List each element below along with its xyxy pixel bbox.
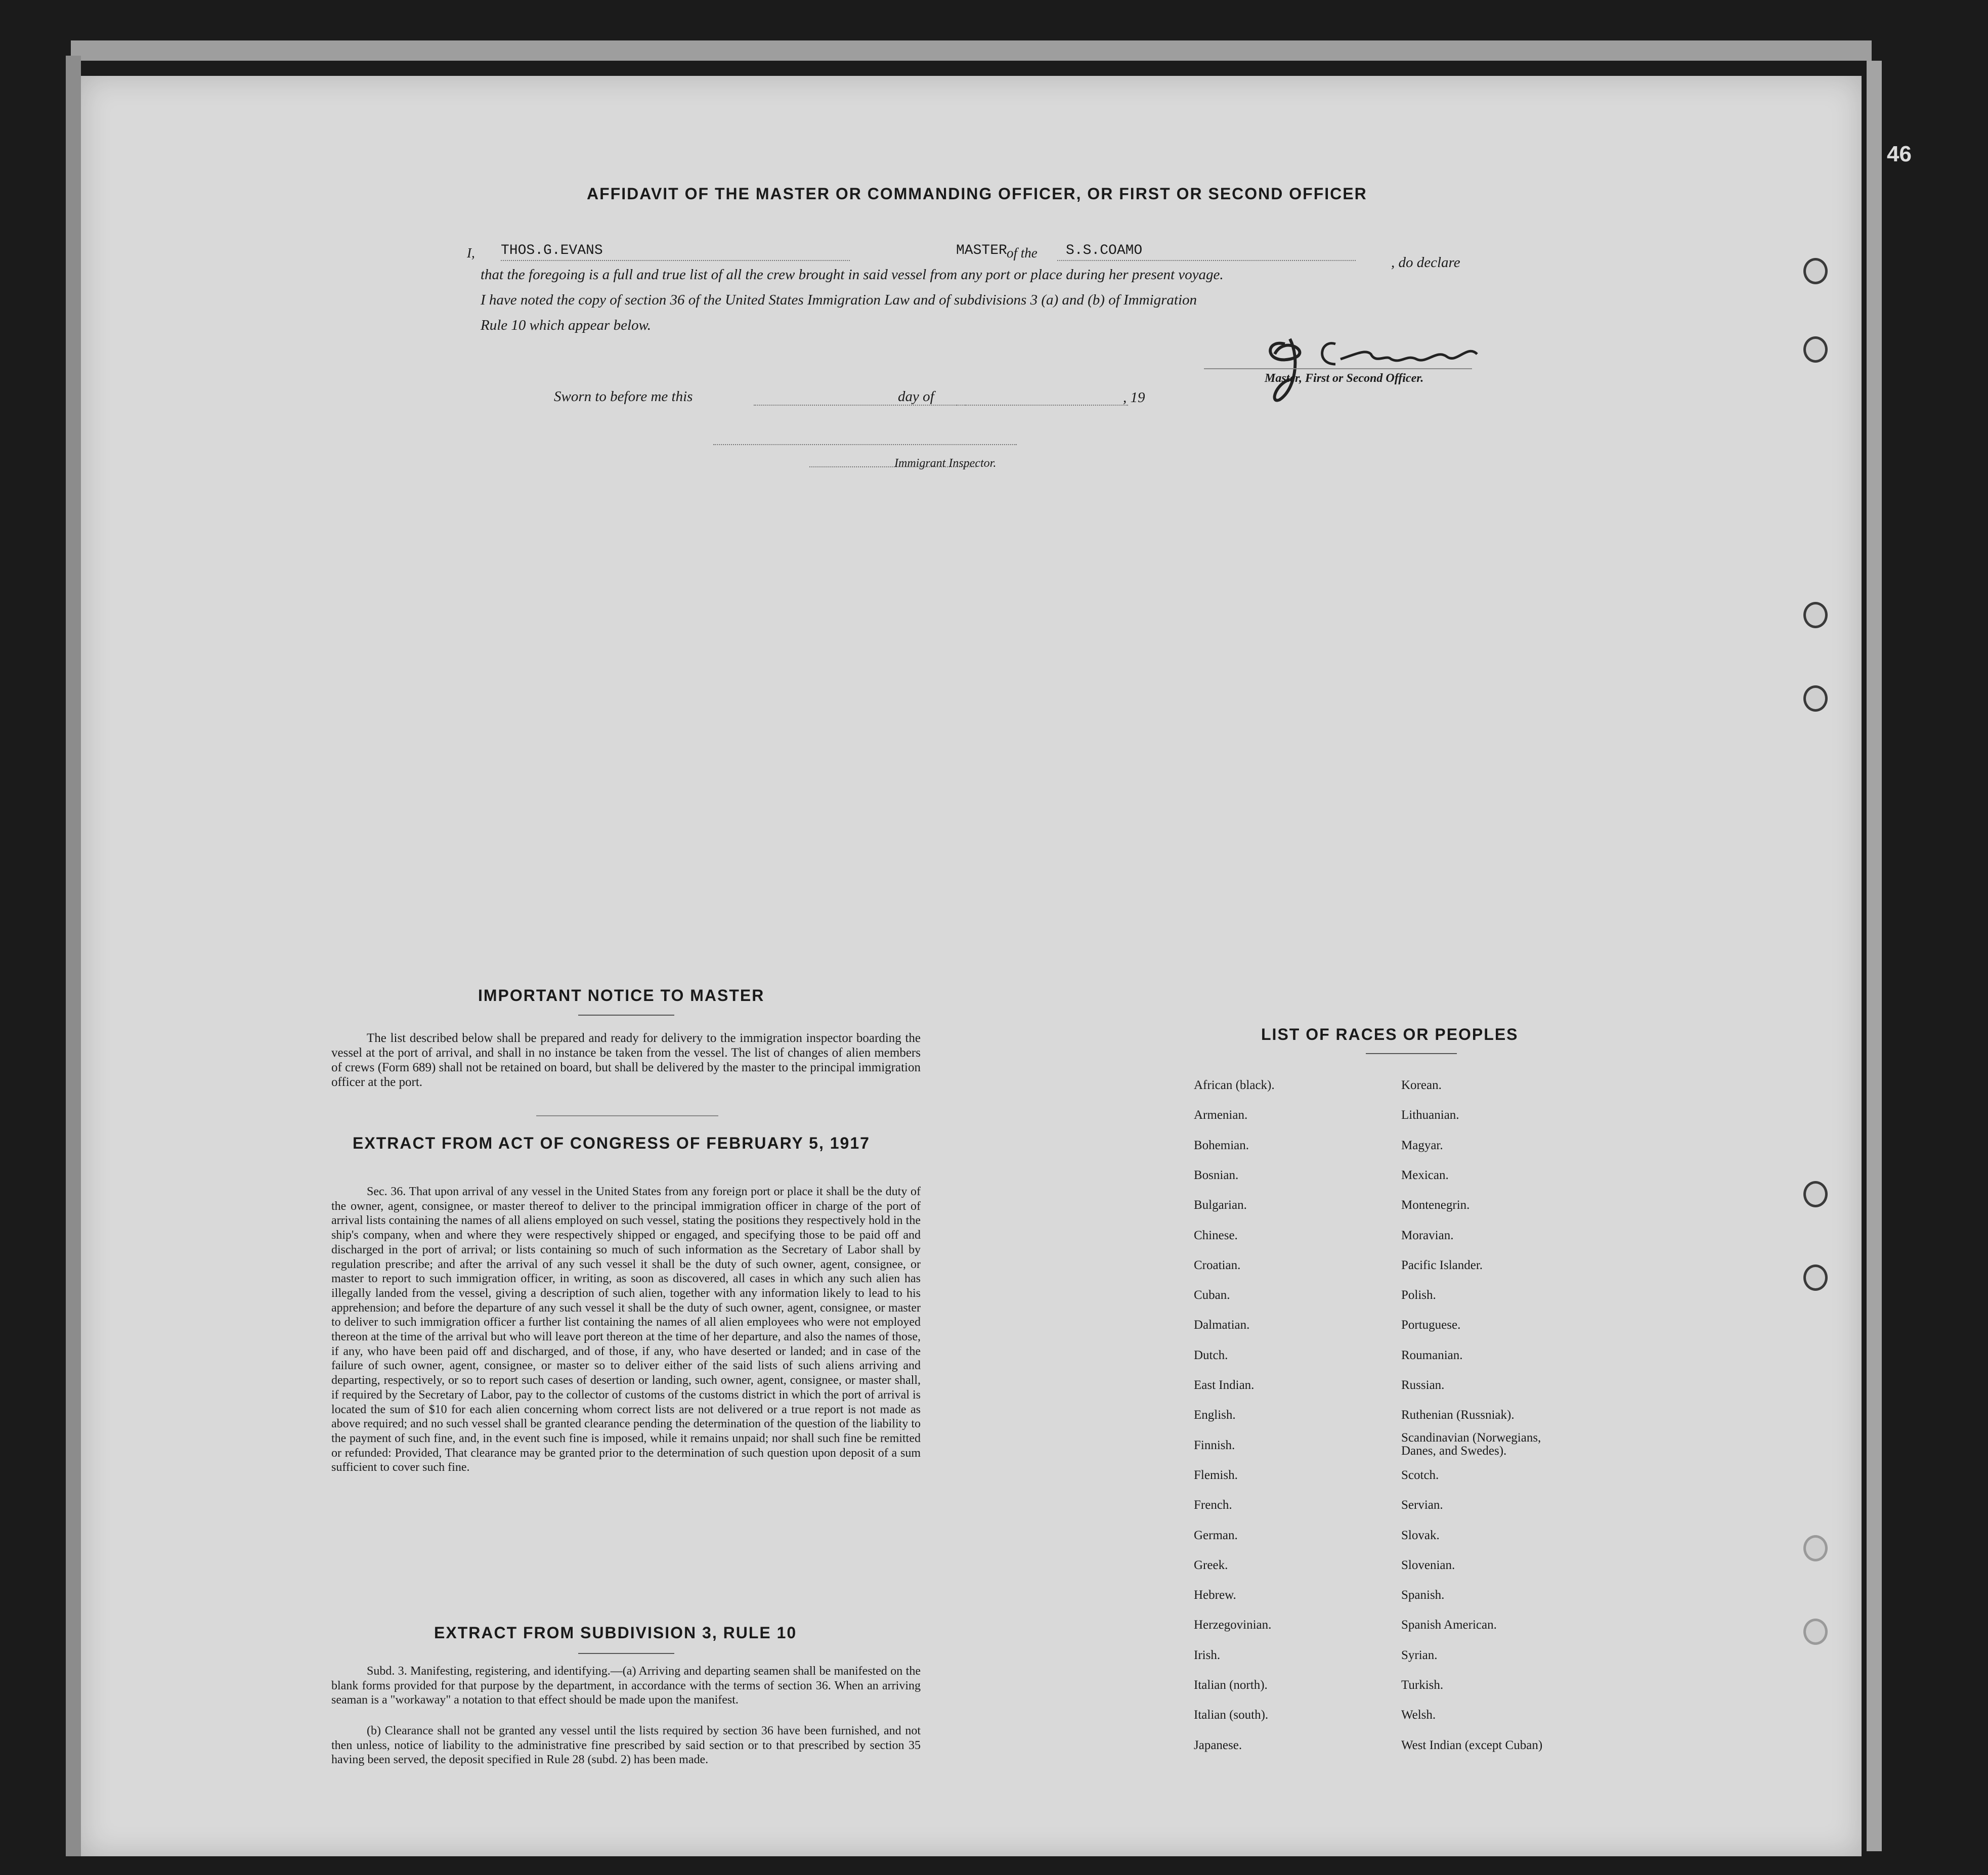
race-item: Moravian. [1401,1228,1454,1242]
race-item: German. [1194,1528,1238,1542]
race-item: French. [1194,1498,1232,1512]
punch-hole [1803,336,1828,363]
act-top-rule [536,1115,718,1116]
affidavit-line-4: Rule 10 which appear below. [481,317,651,333]
master-name-value: THOS.G.EVANS [501,243,603,258]
race-item: Scotch. [1401,1468,1439,1482]
master-name-line [501,260,850,261]
day-of-label: day of [898,388,934,405]
rule-heading: EXTRACT FROM SUBDIVISION 3, RULE 10 [434,1624,797,1642]
affidavit-line-3: I have noted the copy of section 36 of the United States Immigration Law and of subdivisions 3 (a) and (b) of Immigration [481,292,1197,308]
race-item: Scandinavian (Norwegians, Danes, and Swedes). [1401,1430,1541,1458]
race-item: West Indian (except Cuban) [1401,1738,1543,1752]
punch-hole [1803,1535,1828,1561]
race-item: Irish. [1194,1648,1221,1662]
race-item: Italian (south). [1194,1708,1269,1722]
rank-value: MASTER [956,243,1007,258]
race-item: Chinese. [1194,1228,1238,1242]
race-item: Russian. [1401,1378,1445,1392]
race-item: Italian (north). [1194,1678,1268,1692]
race-item: Lithuanian. [1401,1108,1459,1122]
race-item: Dalmatian. [1194,1318,1250,1332]
rule-text-a: Subd. 3. Manifesting, registering, and identifying.—(a) Arriving and departing seamen shall be manifested on the blank forms provided for that purpose by the department, in accordance with the terms of section 36. When an arriving seaman is a "workaway" a notation to that effect should be made upon the manifest. [331,1665,921,1707]
race-item: Slovak. [1401,1528,1440,1542]
sworn-month-line [956,405,1128,406]
inspector-label: Immigrant Inspector. [894,457,997,470]
race-item: Korean. [1401,1078,1442,1092]
master-signature [1255,324,1497,410]
races-heading: LIST OF RACES OR PEOPLES [1261,1025,1519,1043]
race-item: Dutch. [1194,1348,1228,1362]
race-item: Mexican. [1401,1168,1449,1182]
race-item: Pacific Islander. [1401,1258,1483,1272]
inspector-line-1 [713,444,1017,445]
affidavit-line-2: that the foregoing is a full and true list of all the crew brought in said vessel from any port or place during her present voyage. [481,267,1224,283]
affidavit-i-label: I, [467,245,475,260]
vessel-line [1057,260,1356,261]
race-item: Hebrew. [1194,1588,1236,1602]
year-label: , 19 [1123,389,1145,406]
race-item: Bosnian. [1194,1168,1239,1182]
races-heading-rule [1366,1053,1457,1054]
race-item: Greek. [1194,1558,1228,1572]
race-item: English. [1194,1408,1236,1422]
act-heading: EXTRACT FROM ACT OF CONGRESS OF FEBRUARY 5, 1917 [353,1134,870,1152]
race-item: African (black). [1194,1078,1275,1092]
rule-text-b: (b) Clearance shall not be granted any vessel until the lists required by section 36 have been furnished, and not then unless, notice of liability to the administrative fine prescribed by said section or to that prescribed by section 35 having been served, the deposit specified in Rule 28 (subd. 2) has been made. [331,1724,921,1767]
margin-number: 46 [1887,142,1912,166]
race-item: Bohemian. [1194,1138,1249,1152]
do-declare-label: , do declare [1391,254,1460,271]
race-item: Croatian. [1194,1258,1241,1272]
race-item: Herzegovinian. [1194,1618,1272,1632]
vessel-value: S.S.COAMO [1066,243,1143,258]
race-item: Polish. [1401,1288,1436,1302]
notice-heading-rule [578,1015,674,1016]
race-item: Magyar. [1401,1138,1443,1152]
race-item: Finnish. [1194,1438,1235,1452]
page-edge-left [66,56,81,1856]
page-edge-top [71,40,1872,61]
race-item: Welsh. [1401,1708,1436,1722]
race-item: Slovenian. [1401,1558,1455,1572]
document-page [81,76,1862,1856]
punch-hole [1803,1619,1828,1645]
punch-hole [1803,1181,1828,1207]
sworn-day-line [754,405,966,406]
page-edge-right [1867,61,1882,1851]
race-item: Japanese. [1194,1738,1242,1752]
race-item: Portuguese. [1401,1318,1461,1332]
race-item: Cuban. [1194,1288,1230,1302]
act-text: Sec. 36. That upon arrival of any vessel in the United States from any foreign port or place it shall be the duty of the owner, agent, consignee, or master thereof to deliver to the principal immigration officer in charge of the port of arrival lists containing the names of all aliens employed on such vessel, stating the positions they respectively hold in the ship's company, when and where they were respectively shipped or engaged, and specifying those to be paid off and discharged in the port of arrival; or lists containing so much of such information as the Secretary of Labor shall by regulation prescribe; and after the arrival of any such vessel it shall be the duty of such owner, agent, consignee, or master to report to such immigration officer, in writing, as soon as discovered, all cases in which any such alien has illegally landed from the vessel, giving a description of such alien, together with any information likely to lead to his apprehension; and before the departure of any such vessel it shall be the duty of such owner, agent, consignee, or master to deliver to such immigration officer a further list containing the names of all alien employees who were not employed thereon at the time of the arrival but who will leave port thereon at the time of her departure, and also the names of those, if any, who have been paid off and discharged, and of those, if any, who have deserted or landed; and in case of the failure of such owner, agent, consignee, or master so to deliver either of the said lists of such aliens arriving and departing, respectively, or so to report such cases of desertion or landing, such owner, agent, consignee, or master shall, if required by the Secretary of Labor, pay to the collector of customs of the customs district in which the port of arrival is located the sum of $10 for each alien concerning whom correct lists are not delivered or a true report is not made as above required; and no such vessel shall be granted clearance pending the determination of the question of the liability to the payment of such fine, and, in the event such fine is imposed, while it remains unpaid; nor shall such fine be remitted or refunded: Provided, That clearance may be granted prior to the determination of such question upon deposit of a sum sufficient to cover such fine. [331,1185,921,1474]
punch-hole [1803,602,1828,628]
punch-hole [1803,258,1828,284]
race-item: Spanish. [1401,1588,1445,1602]
race-item: Roumanian. [1401,1348,1463,1362]
rule-heading-rule [578,1653,674,1654]
race-item: Servian. [1401,1498,1443,1512]
notice-heading: IMPORTANT NOTICE TO MASTER [478,986,765,1005]
affidavit-heading: AFFIDAVIT OF THE MASTER OR COMMANDING OFFICER, OR FIRST OR SECOND OFFICER [587,185,1367,203]
signature-line [1204,368,1472,369]
race-item: Flemish. [1194,1468,1238,1482]
of-the-label: of the [1007,245,1038,260]
race-item: East Indian. [1194,1378,1255,1392]
race-item: Ruthenian (Russniak). [1401,1408,1515,1422]
signature-caption: Master, First or Second Officer. [1265,372,1424,385]
race-item: Turkish. [1401,1678,1444,1692]
race-item: Bulgarian. [1194,1198,1247,1212]
race-item: Montenegrin. [1401,1198,1470,1212]
punch-hole [1803,685,1828,712]
sworn-label: Sworn to before me this [554,388,693,405]
race-item: Spanish American. [1401,1618,1497,1632]
notice-text: The list described below shall be prepared and ready for delivery to the immigration inspector boarding the vessel at the port of arrival, and shall in no instance be taken from the vessel. The list of changes of alien members of crews (Form 689) shall not be retained on board, but shall be delivered by the master to the principal immigration officer at the port. [331,1031,921,1089]
race-item: Syrian. [1401,1648,1438,1662]
race-item: Armenian. [1194,1108,1248,1122]
punch-hole [1803,1264,1828,1291]
